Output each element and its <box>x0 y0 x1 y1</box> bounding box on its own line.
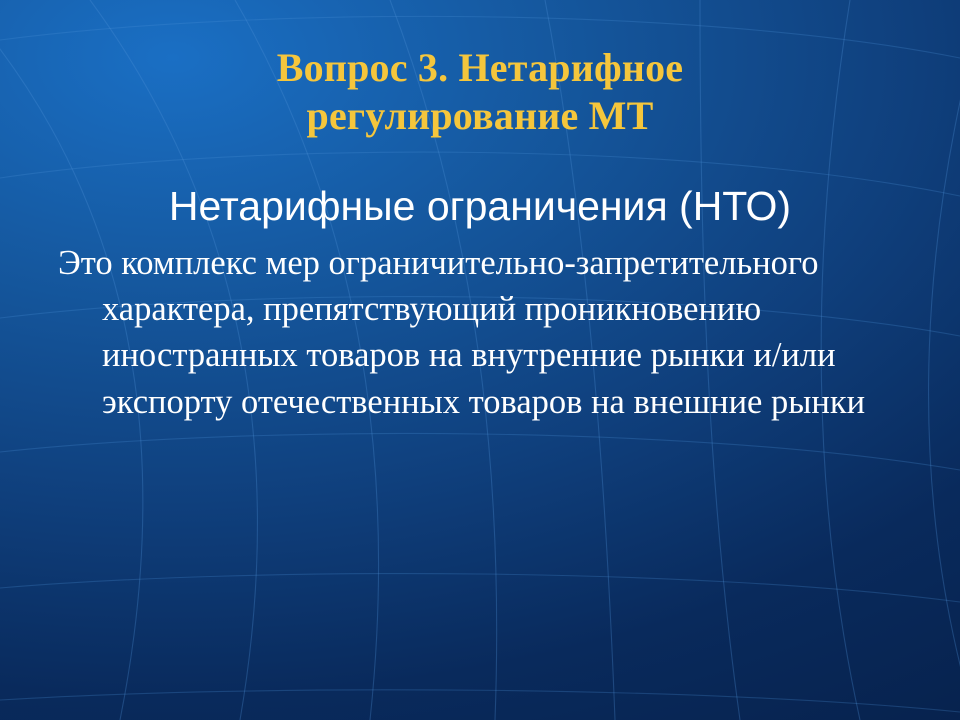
section-heading: Нетарифные ограничения (НТО) <box>168 183 792 229</box>
slide-body <box>46 184 914 425</box>
definition-paragraph: Это комплекс мер ограничительно-запретительного характера, препятствующий проникновению иностранных товаров на внутренние рынки и/или экспорту отечественных товаров на внешние рынки <box>58 243 866 421</box>
page-title: Вопрос 3. Нетарифное регулирование МТ <box>276 45 684 138</box>
